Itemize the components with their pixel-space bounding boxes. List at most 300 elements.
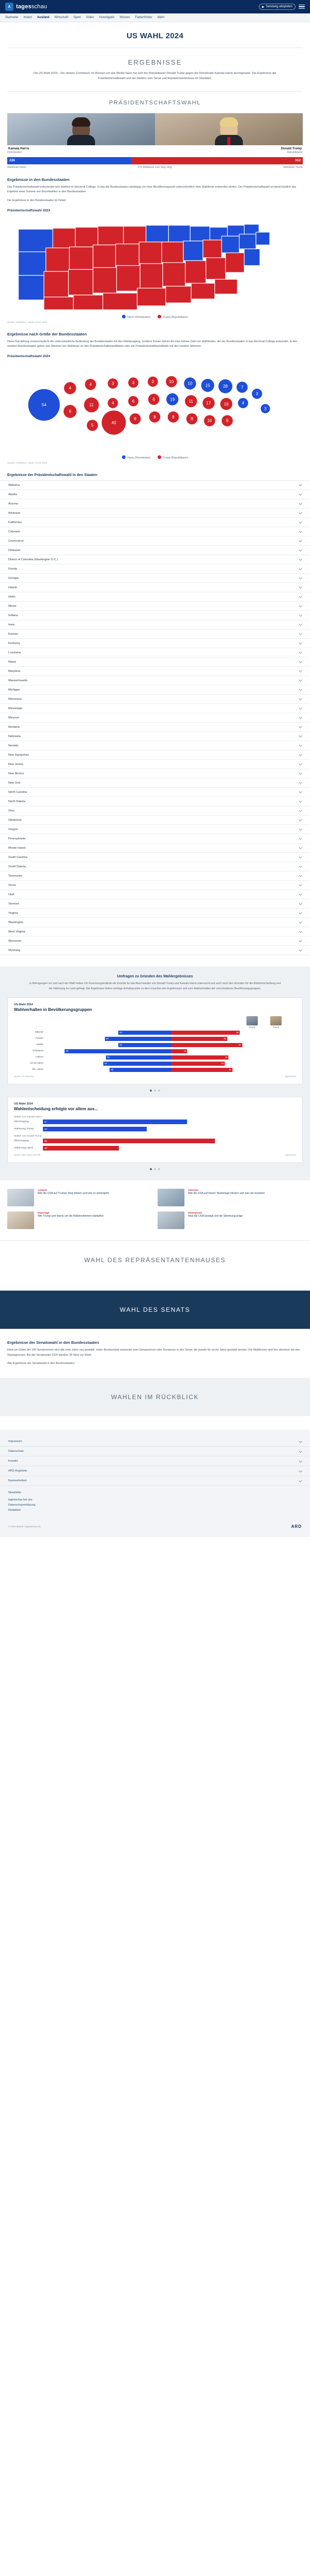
footer-sublink[interactable]: [0, 1508, 310, 1517]
footer-sublink-label: Redaktion: [8, 1509, 21, 1512]
svg-text:15: 15: [205, 383, 210, 388]
svg-text:6: 6: [69, 409, 71, 414]
nav-item-2[interactable]: Ausland: [37, 16, 50, 19]
footer-sublink[interactable]: [0, 1497, 310, 1502]
chevron-down-icon: [299, 846, 302, 849]
teaser-row-2: [0, 1206, 310, 1229]
group-value-right: 43: [221, 1062, 224, 1065]
harris-name: Kamala Harris: [8, 147, 29, 150]
state-label: Mississippi: [8, 707, 23, 710]
chevron-down-icon: [299, 1478, 302, 1482]
group-label: Weiße: [36, 1044, 43, 1047]
state-row[interactable]: [0, 834, 310, 844]
svg-text:7: 7: [241, 385, 243, 390]
state-label: Pennsylvania: [8, 837, 26, 840]
candidate-harris: [7, 113, 155, 154]
chevron-down-icon: [299, 669, 302, 672]
surveys-section: [0, 967, 310, 1180]
footer-link-label: Kontakt: [8, 1460, 18, 1463]
state-label: Nevada: [8, 744, 19, 747]
choropleth-map-title: Präsidentschaftswahl 2024: [7, 208, 51, 212]
state-label: Florida: [8, 567, 18, 571]
chevron-down-icon: [299, 632, 302, 635]
group-row: [14, 1055, 296, 1060]
state-label: Tennessee: [8, 874, 23, 878]
state-row[interactable]: [0, 806, 310, 816]
chevron-down-icon: [299, 790, 302, 793]
chevron-down-icon: [299, 557, 302, 561]
senate-banner: WAHL DES SENATS: [0, 1291, 310, 1329]
teaser-row-1: [0, 1180, 310, 1206]
carousel-dots-1[interactable]: [7, 1090, 303, 1092]
state-label: Oregon: [8, 827, 18, 831]
states-accordion: [0, 480, 310, 955]
card1-head-harris: Harris: [246, 1016, 258, 1029]
teaser-kicker: Analyse: [38, 1188, 47, 1191]
motivation-row: [14, 1120, 296, 1124]
state-label: Ohio: [8, 809, 14, 812]
state-label: Louisiana: [8, 651, 21, 654]
state-row[interactable]: [0, 639, 310, 648]
group-label: 18-29 Jahre: [30, 1062, 43, 1065]
ard-logo-icon: ARD: [291, 1524, 302, 1529]
chevron-down-icon: [299, 883, 302, 886]
state-row[interactable]: [0, 518, 310, 527]
harris-electoral-votes: 226: [7, 157, 131, 164]
chevron-down-icon: [299, 836, 302, 840]
state-row[interactable]: [0, 564, 310, 574]
state-label: North Dakota: [8, 800, 25, 803]
motivation-value: 57: [44, 1120, 48, 1123]
state-label: Minnesota: [8, 697, 22, 701]
play-label: Sendung abspielen: [266, 5, 292, 8]
electoral-title: Ergebnisse in den Bundesstaaten: [7, 177, 70, 182]
state-row[interactable]: [0, 499, 310, 509]
state-label: Colorado: [8, 530, 20, 533]
state-row[interactable]: [0, 788, 310, 797]
chevron-down-icon: [299, 660, 302, 663]
card2-badge: tagesschau: [285, 1153, 296, 1156]
motivation-value: 68: [44, 1139, 48, 1142]
state-label: Idaho: [8, 595, 16, 599]
svg-text:10: 10: [169, 379, 174, 385]
choropleth-map[interactable]: [7, 214, 303, 313]
chevron-down-icon: [299, 678, 302, 682]
state-row[interactable]: [0, 574, 310, 583]
teaser-thumbnail: [158, 1189, 184, 1206]
brand-logo[interactable]: [5, 3, 47, 11]
footer: [0, 1430, 310, 1537]
footer-sublink-label: tagesschau bei uns: [8, 1498, 33, 1502]
footer-link-row[interactable]: [0, 1447, 310, 1456]
group-value-right: 46: [225, 1055, 228, 1059]
results-banner: ERGEBNISSE: [128, 58, 182, 66]
svg-text:6: 6: [152, 397, 155, 402]
chevron-down-icon: [299, 483, 302, 486]
state-label: New Mexico: [8, 772, 24, 775]
chevron-down-icon: [299, 734, 302, 738]
chevron-down-icon: [299, 929, 302, 933]
chevron-down-icon: [299, 762, 302, 765]
state-label: Texas: [8, 883, 16, 887]
state-row[interactable]: [0, 741, 310, 750]
trump-name: Donald Trump: [281, 147, 302, 150]
group-value-left: 54: [104, 1062, 107, 1065]
group-value-left: 53: [105, 1037, 109, 1040]
top-bar: [0, 0, 310, 13]
footer-sublink[interactable]: [0, 1502, 310, 1508]
legend-item-harris: Harris (Demokraten): [122, 315, 150, 319]
state-label: Wyoming: [8, 948, 21, 952]
card2-section2-label: Wähler von Donald Trump: [14, 1134, 42, 1137]
electoral-p1: Die Ergebnisse in den Bundesstaaten im Detail:: [7, 199, 67, 202]
state-row[interactable]: [0, 630, 310, 639]
state-label: Michigan: [8, 688, 20, 692]
state-label: Montana: [8, 725, 20, 729]
chevron-down-icon: [299, 873, 302, 877]
group-value-right: 13: [183, 1049, 187, 1052]
play-livestream-button[interactable]: [259, 4, 296, 10]
teaser-kicker: Reportage: [38, 1211, 50, 1214]
group-row: [14, 1068, 296, 1072]
group-row: [14, 1062, 296, 1066]
nav-item-6[interactable]: Investigativ: [99, 16, 115, 19]
state-label: Vermont: [8, 902, 19, 906]
nav-item-0[interactable]: Startseite: [5, 16, 19, 19]
group-value-left: 42: [119, 1031, 122, 1034]
state-label: Georgia: [8, 576, 19, 580]
trump-electoral-votes: 312: [131, 157, 303, 164]
nav-item-4[interactable]: Sport: [73, 16, 81, 19]
senate-results-block: [0, 1329, 310, 1367]
state-row[interactable]: [0, 481, 310, 490]
chevron-down-icon: [299, 892, 302, 896]
chevron-down-icon: [299, 613, 302, 617]
chevron-down-icon: [299, 576, 302, 579]
state-row[interactable]: [0, 704, 310, 713]
chevron-down-icon: [299, 585, 302, 589]
state-row[interactable]: [0, 676, 310, 685]
svg-text:4: 4: [242, 401, 244, 406]
group-value-right: 49: [228, 1068, 231, 1071]
state-row[interactable]: [0, 937, 310, 946]
state-label: Alaska: [8, 493, 17, 496]
state-row[interactable]: [0, 713, 310, 723]
footer-link-row[interactable]: [0, 1456, 310, 1466]
chevron-down-icon: [299, 827, 302, 831]
bubble-block: [0, 324, 310, 464]
teaser-text: Wie die USA auf Harris' Niederlage blicken und was sie erwarten: [188, 1191, 265, 1195]
state-row[interactable]: [0, 555, 310, 564]
nav-item-1[interactable]: Inland: [23, 16, 32, 19]
footer-link-label: ARD-Angebote: [8, 1469, 27, 1473]
card1-source: Quelle: AP VoteCast: [14, 1075, 34, 1078]
state-label: Delaware: [8, 548, 21, 552]
chevron-down-icon: [299, 622, 302, 626]
svg-text:9: 9: [226, 418, 229, 423]
group-value-left: 52: [107, 1055, 110, 1059]
motivation-value: 30: [44, 1146, 48, 1149]
chevron-down-icon: [299, 697, 302, 700]
state-row[interactable]: [0, 862, 310, 871]
state-label: New Hampshire: [8, 753, 29, 757]
chevron-down-icon: [299, 753, 302, 756]
chevron-down-icon: [299, 725, 302, 728]
svg-text:19: 19: [170, 397, 175, 402]
bubble-legend: [7, 453, 303, 459]
chevron-down-icon: [299, 529, 302, 533]
group-row: [14, 1049, 296, 1053]
state-row[interactable]: [0, 620, 310, 630]
state-row[interactable]: [0, 490, 310, 499]
state-label: Massachusetts: [8, 679, 28, 682]
svg-text:5: 5: [91, 423, 94, 428]
carousel-dots-2[interactable]: [7, 1168, 303, 1170]
state-row[interactable]: [0, 797, 310, 806]
state-row[interactable]: [0, 527, 310, 536]
state-label: Kalifornien: [8, 520, 22, 524]
state-row[interactable]: [0, 583, 310, 592]
group-value-left: 42: [119, 1043, 122, 1046]
state-row[interactable]: [0, 909, 310, 918]
survey-card-groups: [7, 998, 303, 1084]
state-label: Maryland: [8, 669, 21, 673]
card2-kicker: US-Wahl 2024: [14, 1102, 33, 1106]
state-row[interactable]: [0, 602, 310, 611]
svg-text:28: 28: [223, 384, 228, 389]
nav-item-5[interactable]: Video: [86, 16, 94, 19]
bubble-map[interactable]: [7, 360, 303, 453]
svg-text:16: 16: [224, 402, 229, 407]
chevron-down-icon: [299, 855, 302, 858]
state-row[interactable]: [0, 657, 310, 667]
ard-logo-icon: A: [5, 3, 13, 11]
state-row[interactable]: [0, 695, 310, 704]
state-row[interactable]: [0, 816, 310, 825]
svg-text:3: 3: [132, 380, 135, 386]
card1-head-trump: Trump: [270, 1016, 282, 1029]
state-label: New York: [8, 781, 21, 785]
bubble-source: Quelle: AP/Edison, Stand: 22.01.2025: [7, 462, 48, 465]
teaser-item[interactable]: [7, 1189, 152, 1206]
footer-link-label: Impressum: [8, 1440, 22, 1444]
teaser-text: Wie die USA auf Trumps Sieg blicken und wie es weitergeht: [38, 1191, 109, 1195]
footer-sublink[interactable]: [0, 1486, 310, 1497]
state-row[interactable]: [0, 509, 310, 518]
electoral-block: [0, 169, 310, 324]
footer-link-row[interactable]: [0, 1476, 310, 1486]
state-label: Indiana: [8, 614, 18, 617]
state-label: South Dakota: [8, 865, 26, 868]
card1-badge: tagesschau: [285, 1075, 296, 1078]
state-label: Connecticut: [8, 539, 24, 543]
svg-text:40: 40: [111, 420, 116, 425]
states-accordion-title: Ergebnisse der Präsidentschaftswahl in den Staaten: [7, 473, 98, 478]
motivation-label: Ablehnung Trump: [14, 1127, 34, 1130]
svg-text:6: 6: [134, 417, 136, 422]
state-row[interactable]: [0, 890, 310, 899]
senate-results-title: Ergebnisse der Senatswahl in den Bundesstaaten: [7, 1340, 99, 1345]
state-row[interactable]: [0, 844, 310, 853]
candidate-trump: [155, 113, 303, 154]
svg-text:3: 3: [112, 381, 114, 386]
svg-text:3: 3: [264, 406, 267, 411]
state-row[interactable]: [0, 871, 310, 881]
bubble-map-title: Präsidentschaftswahl 2024: [7, 355, 51, 359]
chevron-down-icon: [299, 548, 302, 551]
chevron-down-icon: [299, 780, 302, 784]
state-row[interactable]: [0, 546, 310, 555]
electoral-p0: Das Präsidentschaftswahl entscheidet sich letztlich im Electoral College. In das die Bundesstaaten abhängig von ihrer Bevölkerungszahl unterschiedlich viele Wahlleute entsenden dürfen. Der Präsidentschaftswahl ist damit letztlich das Ergebnis einer Summe von Einzelwahlen in den Bundesstaaten.: [7, 185, 297, 194]
state-row[interactable]: [0, 611, 310, 620]
state-label: Kentucky: [8, 641, 21, 645]
svg-text:4: 4: [112, 401, 114, 406]
play-icon: ▶: [261, 5, 265, 9]
results-intro: Die US-Wahl 2024 – Ein starkes Comeback: Im Rennen um das Weiße Haus hat sich der Republikaner Donald Trump gegen die Demokratin Kamala Harris durchgesetzt. Die Ergebnisse der Präsidentschaftswahl und der Wahlen zum Senat und Repräsentantenhaus im Überblick.: [33, 72, 277, 80]
group-label: Schwarze: [32, 1050, 43, 1053]
hamburger-menu-icon[interactable]: [299, 5, 305, 9]
electoral-vote-bar: [7, 157, 303, 164]
group-row: [14, 1037, 296, 1041]
group-label: Männer: [35, 1031, 43, 1034]
svg-text:11: 11: [89, 403, 94, 408]
brand-name-primary: tages: [16, 4, 32, 10]
teaser-text: Wie Trump und Harris um die Wählerstimmen kämpften: [38, 1214, 104, 1218]
state-label: North Carolina: [8, 790, 27, 794]
state-row[interactable]: [0, 899, 310, 909]
map-legend: [7, 313, 303, 319]
brand-name-secondary: schau: [31, 4, 48, 10]
card1-title: Wahlverhalten in Bevölkerungsgruppen: [14, 1007, 92, 1012]
motivation-row: [14, 1139, 296, 1143]
state-label: Maine: [8, 660, 17, 664]
state-row[interactable]: [0, 760, 310, 769]
state-label: Virginia: [8, 911, 18, 915]
group-value-left: 49: [111, 1068, 114, 1071]
state-row[interactable]: [0, 685, 310, 695]
state-row[interactable]: [0, 732, 310, 741]
svg-text:11: 11: [189, 399, 193, 404]
state-row[interactable]: [0, 769, 310, 778]
state-row[interactable]: [0, 648, 310, 657]
state-label: District of Columbia (Washington D.C.): [8, 558, 58, 561]
svg-text:4: 4: [89, 382, 92, 387]
chevron-down-icon: [299, 818, 302, 821]
trump-photo: [155, 113, 303, 145]
chevron-down-icon: [299, 566, 302, 570]
state-label: Hawaii: [8, 586, 17, 589]
chevron-down-icon: [299, 501, 302, 505]
teaser-item[interactable]: [7, 1212, 152, 1229]
chevron-down-icon: [299, 808, 302, 812]
state-row[interactable]: [0, 536, 310, 546]
nav-item-7[interactable]: Wissen: [119, 16, 130, 19]
state-row[interactable]: [0, 723, 310, 732]
harris-photo: [7, 113, 155, 145]
group-label: Frauen: [35, 1037, 43, 1040]
bubble-p0: Diese Darstellung veranschaulicht die unterschiedliche Bedeutung der Bundesstaaten für den Wahlausgang. Größere Kreise stehen für eine höhere Zahl von Wahlleuten, die der Bundesstaaten in das Electoral College entsendet. In den meisten Bundesstaaten gehen alle Stimmen der Wahlleute an den Präsidentschaftskandidaten oder die Präsidentschaftskandidatin mit den meisten Stimmen.: [7, 340, 298, 348]
chevron-down-icon: [299, 539, 302, 542]
legend-item-trump: Trump (Republikaner): [158, 455, 188, 459]
surveys-title: Umfragen zu Gründen des Wahlergebnisses: [117, 975, 193, 979]
state-row[interactable]: [0, 918, 310, 927]
legend-item-harris: Harris (Demokraten): [122, 455, 150, 459]
state-row[interactable]: [0, 825, 310, 834]
footer-link-row[interactable]: [0, 1437, 310, 1447]
teaser-kicker: Interview: [188, 1188, 198, 1191]
choropleth-source: Quelle: AP/Edison, Stand: 22.01.2025: [7, 320, 48, 324]
svg-text:4: 4: [69, 386, 71, 391]
nav-item-9[interactable]: Mehr: [157, 16, 165, 19]
surveys-intro: In Befragungen vor und nach der Wahl haben US-Forschungsinstitute die Gründe für das Abschneiden von Donald Trump und Kamala Harris untersucht und auch nach den Gründen für die Wahlentscheidung und die Stimmung im Land gefragt. Die Ergebnisse liefern wichtige Anhaltspunkte zu den Ursachen des Ergebnisses und zum Wahlverhalten der verschiedenen Bevölkerungsgruppen.: [29, 982, 281, 990]
group-value-right: 45: [224, 1037, 226, 1040]
teaser-item[interactable]: [158, 1189, 303, 1206]
svg-text:17: 17: [206, 401, 211, 406]
chevron-down-icon: [299, 864, 302, 868]
footer-sublink-label: Newsletter: [8, 1491, 22, 1495]
state-row[interactable]: [0, 946, 310, 955]
state-row[interactable]: [0, 881, 310, 890]
chevron-down-icon: [299, 948, 302, 952]
legend-item-trump: Trump (Republikaner): [158, 315, 188, 319]
group-row: [14, 1031, 296, 1035]
group-row: [14, 1043, 296, 1047]
chevron-down-icon: [299, 901, 302, 905]
chevron-down-icon: [299, 492, 302, 496]
chevron-down-icon: [299, 1459, 302, 1462]
chevron-down-icon: [299, 939, 302, 942]
group-label: 65+ Jahre: [32, 1068, 43, 1071]
senate-results-p1: Alle Ergebnisse der Senatswahl in den Bundesstaaten:: [7, 1362, 75, 1366]
footer-link-label: Datenschutz: [8, 1450, 24, 1453]
svg-text:10: 10: [188, 381, 193, 386]
state-row[interactable]: [0, 667, 310, 676]
group-label: Latinos: [35, 1056, 43, 1059]
nav-item-8[interactable]: Faktenfinder: [135, 16, 152, 19]
teaser-kicker: Hintergrund: [188, 1211, 202, 1214]
svg-text:8: 8: [153, 415, 156, 420]
senate-results-p0: Etwa ein Drittel der 100 Senatorinnen wird alle zwei Jahre neu gewählt. Jeder Bundesstaat entsendet zwei Senatorinnen oder Senatoren in den Senat, die jeweils für sechs Jahre gewählt werden. Die Wahlkreise sind hier identisch mit den Staatsgrenzen. Bei der Senatswahl 2024 standen 34 Sitze zur Wahl.: [7, 1348, 300, 1357]
house-banner: WAHL DES REPRÄSENTANTENHAUSES: [0, 1240, 310, 1279]
group-value-left: 85: [66, 1049, 69, 1052]
state-row[interactable]: [0, 592, 310, 602]
state-label: Alabama: [8, 483, 20, 487]
bubble-title: Ergebnisse nach Größe der Bundesstaaten: [7, 331, 87, 336]
footer-copyright: © ARD-aktuell / tagesschau.de: [8, 1525, 41, 1528]
chevron-down-icon: [299, 511, 302, 514]
candidate-pair: [0, 113, 310, 154]
state-row[interactable]: [0, 927, 310, 937]
footer-link-row[interactable]: [0, 1466, 310, 1476]
svg-text:54: 54: [41, 403, 47, 408]
nav-item-3[interactable]: Wirtschaft: [54, 16, 69, 19]
chevron-down-icon: [299, 1439, 302, 1443]
state-row[interactable]: [0, 778, 310, 788]
svg-text:3: 3: [256, 391, 258, 396]
svg-text:3: 3: [151, 379, 154, 385]
teaser-item[interactable]: [158, 1212, 303, 1229]
chevron-down-icon: [299, 743, 302, 747]
state-row[interactable]: [0, 750, 310, 760]
chevron-down-icon: [299, 604, 302, 607]
state-label: Illinois: [8, 604, 17, 608]
chevron-down-icon: [299, 715, 302, 719]
chevron-down-icon: [299, 920, 302, 924]
state-label: Rhode Island: [8, 846, 25, 850]
teaser-thumbnail: [7, 1189, 34, 1206]
state-row[interactable]: [0, 853, 310, 862]
state-label: Washington: [8, 921, 24, 924]
